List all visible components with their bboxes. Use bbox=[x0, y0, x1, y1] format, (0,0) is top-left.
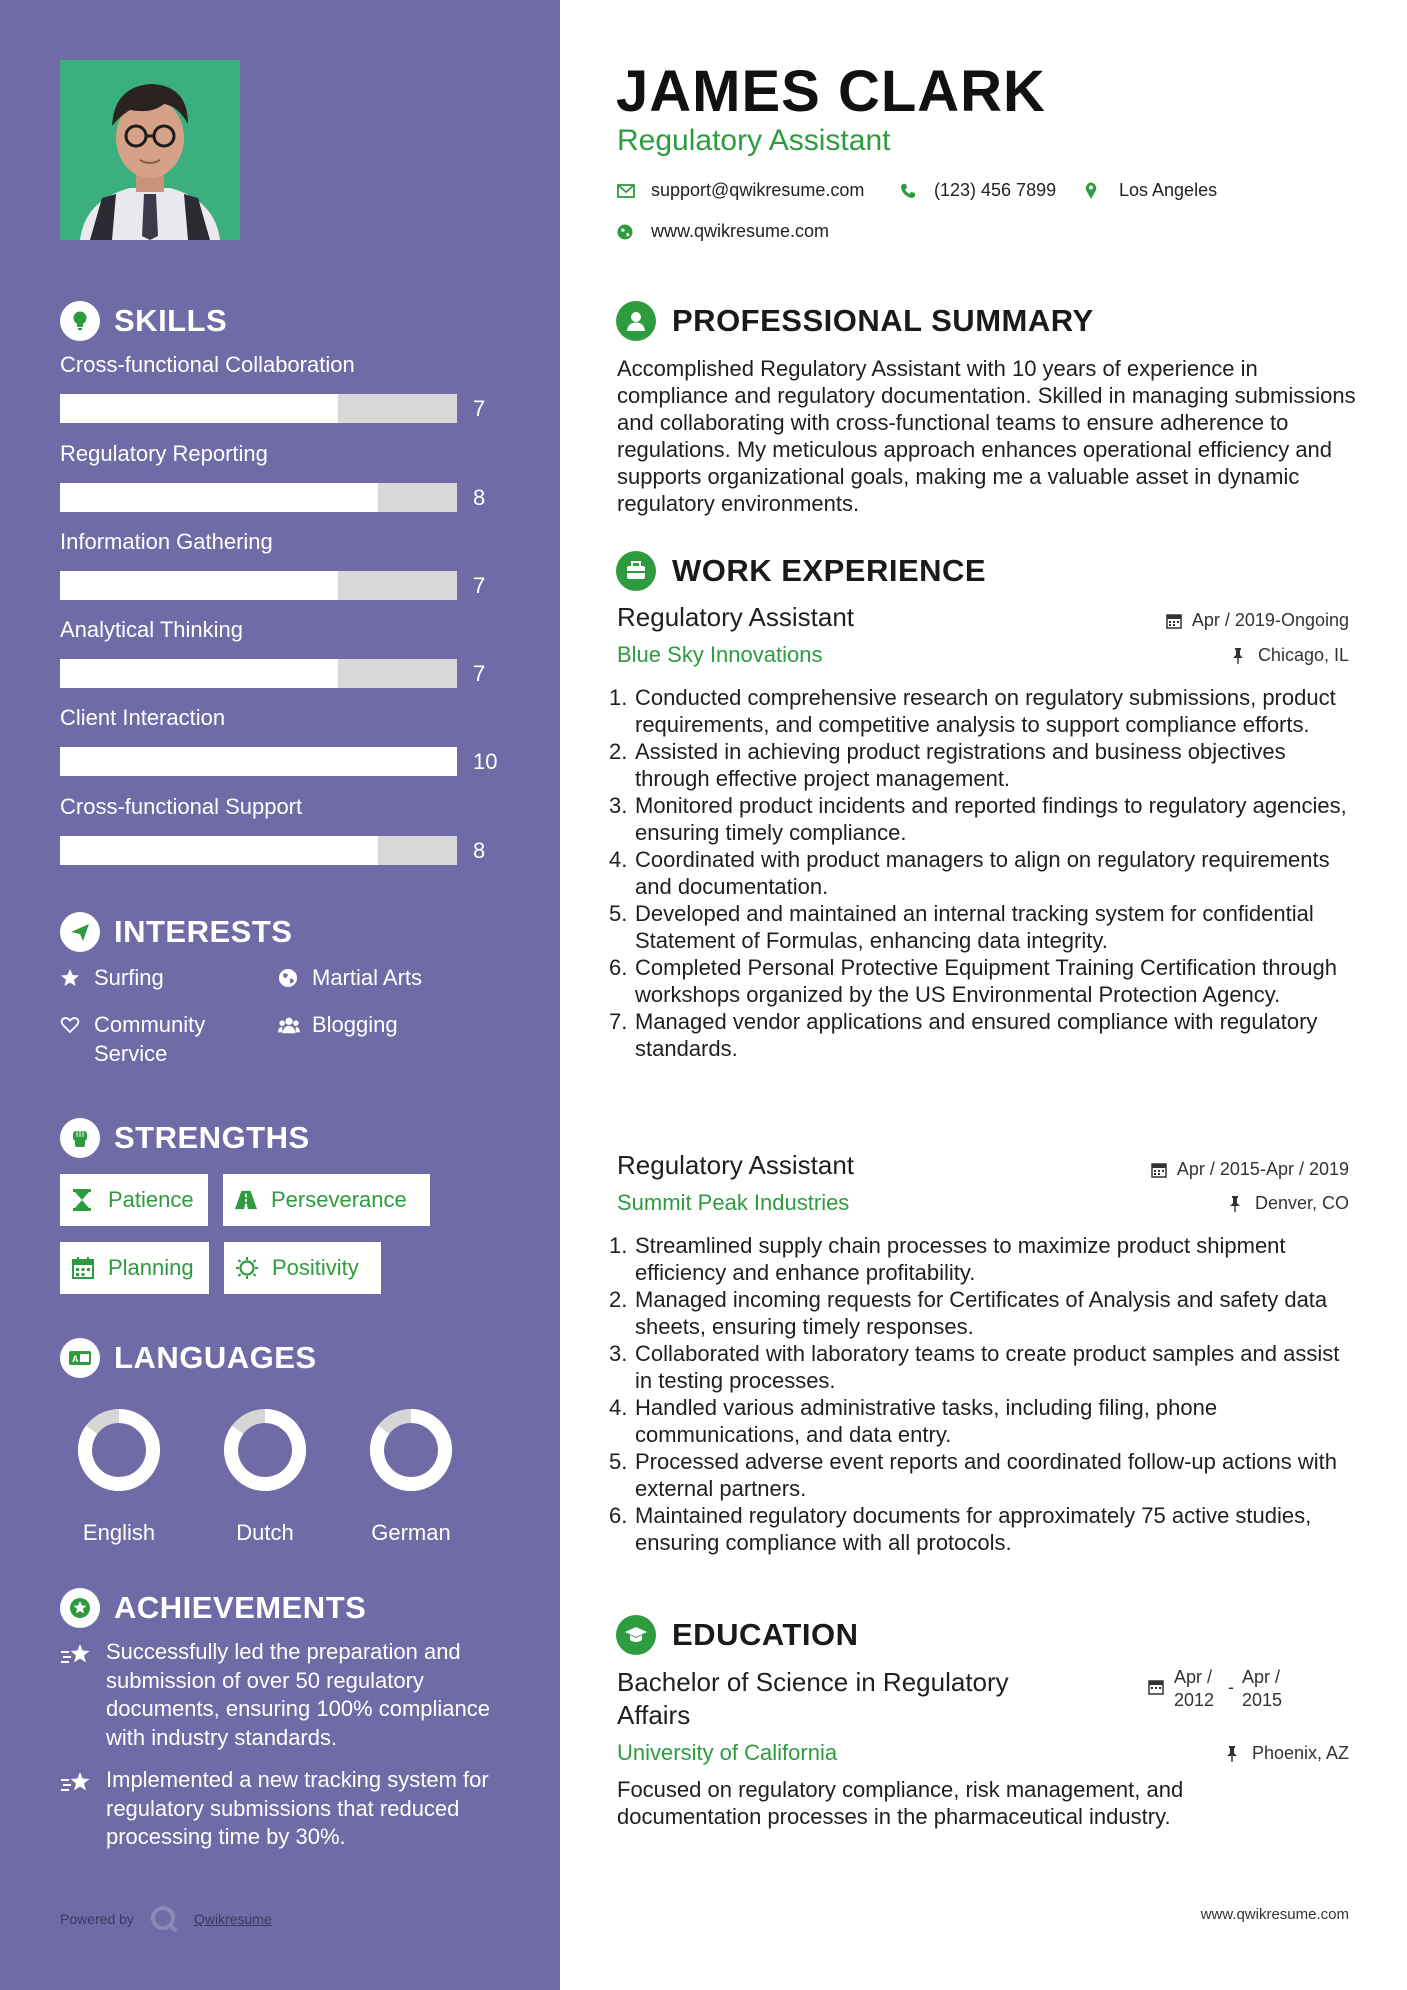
shooting-star-icon bbox=[60, 1638, 92, 1752]
job-location bbox=[1232, 645, 1349, 666]
email-text: support@qwikresume.com bbox=[651, 180, 865, 200]
job-dates bbox=[1151, 1159, 1349, 1180]
skill-value: 8 bbox=[473, 484, 486, 510]
lightbulb-icon bbox=[60, 301, 100, 341]
language-item bbox=[59, 1404, 179, 1546]
globe-icon bbox=[278, 963, 300, 992]
skill-name: Information Gathering bbox=[60, 529, 273, 554]
skill-bar bbox=[60, 836, 457, 865]
language-item bbox=[351, 1404, 471, 1546]
skill-bar bbox=[60, 571, 457, 600]
education-location-text: Phoenix, AZ bbox=[1251, 1743, 1349, 1763]
responsibility-item: Streamlined supply chain processes to maximize product shipment efficiency and enhance profitability. bbox=[635, 1233, 1286, 1285]
star-icon bbox=[60, 963, 82, 992]
language-name: German bbox=[371, 1520, 451, 1545]
skill-name: Analytical Thinking bbox=[60, 617, 244, 642]
shooting-star-icon bbox=[60, 1766, 92, 1852]
sun-icon bbox=[236, 1257, 258, 1279]
achievement-text: Implemented a new tracking system for regulatory submissions that reduced processing time by 30%. bbox=[106, 1767, 489, 1849]
strength-tag bbox=[60, 1174, 208, 1226]
languages-title: LANGUAGES bbox=[114, 1340, 317, 1375]
strength-label: Positivity bbox=[272, 1255, 359, 1280]
skill-item bbox=[60, 441, 500, 512]
paper-plane-icon bbox=[60, 912, 100, 952]
powered-by bbox=[60, 1905, 272, 1933]
job-title: Regulatory Assistant bbox=[617, 602, 855, 632]
interest-item bbox=[60, 1010, 240, 1068]
experience-title: WORK EXPERIENCE bbox=[672, 553, 987, 588]
skill-item bbox=[60, 352, 500, 423]
education-heading bbox=[616, 1614, 858, 1656]
heart-outline-icon bbox=[60, 1010, 82, 1039]
achievement-text: Successfully led the preparation and submission of over 50 regulatory documents, ensuring 100% compliance with industry standards. bbox=[106, 1639, 491, 1750]
date-separator: - bbox=[1228, 1677, 1234, 1697]
skill-bar-fill bbox=[60, 394, 338, 423]
qwikresume-link[interactable]: Qwikresume bbox=[193, 1911, 272, 1927]
job-responsibilities bbox=[609, 684, 1357, 1062]
interest-item bbox=[278, 1010, 398, 1039]
fist-icon bbox=[60, 1118, 100, 1158]
school-name: University of California bbox=[617, 1740, 838, 1765]
strength-label: Patience bbox=[108, 1187, 194, 1212]
phone-icon bbox=[900, 181, 920, 201]
achievements-heading bbox=[60, 1588, 366, 1628]
skills-heading bbox=[60, 301, 227, 341]
location-text: Los Angeles bbox=[1119, 180, 1218, 200]
badge-star-icon bbox=[60, 1588, 100, 1628]
achievement-item bbox=[60, 1766, 500, 1852]
skill-bar-fill bbox=[60, 836, 378, 865]
briefcase-icon bbox=[616, 551, 656, 591]
languages-heading bbox=[60, 1338, 317, 1378]
education-start: Apr / 2012 bbox=[1174, 1667, 1215, 1710]
skill-item bbox=[60, 617, 500, 688]
phone-text: (123) 456 7899 bbox=[934, 180, 1057, 200]
education-location bbox=[1226, 1743, 1349, 1764]
website-text: www.qwikresume.com bbox=[651, 221, 830, 241]
skill-bar-fill bbox=[60, 659, 338, 688]
language-icon bbox=[60, 1338, 100, 1378]
achievements-title: ACHIEVEMENTS bbox=[114, 1590, 367, 1625]
skill-bar bbox=[60, 659, 457, 688]
sidebar bbox=[0, 0, 560, 1990]
interest-label: Surfing bbox=[94, 965, 164, 990]
responsibility-item: Processed adverse event reports and coordinated follow-up actions with external partners. bbox=[635, 1449, 1337, 1501]
language-level-ring bbox=[219, 1404, 311, 1496]
responsibility-item: Conducted comprehensive research on regulatory submissions, product requirements, and competitive analysis to support compliance efforts. bbox=[635, 685, 1336, 737]
language-name: Dutch bbox=[236, 1520, 294, 1545]
language-name: English bbox=[82, 1520, 156, 1545]
language-level-ring bbox=[73, 1404, 165, 1496]
powered-by-label: Powered by bbox=[60, 1911, 134, 1927]
footer-url[interactable]: www.qwikresume.com bbox=[1200, 1906, 1349, 1923]
interest-item bbox=[60, 963, 164, 992]
pushpin-icon bbox=[1226, 1745, 1244, 1763]
calendar-icon bbox=[1166, 612, 1184, 630]
strengths-heading bbox=[60, 1118, 310, 1158]
job-location-text: Chicago, IL bbox=[1257, 645, 1349, 665]
job-dates-text: Apr / 2015-Apr / 2019 bbox=[1176, 1159, 1349, 1179]
graduation-cap-icon bbox=[616, 1615, 656, 1655]
contact-website[interactable] bbox=[617, 221, 829, 242]
job-dates bbox=[1166, 610, 1349, 631]
road-icon bbox=[235, 1189, 257, 1211]
calendar-icon bbox=[1148, 1666, 1166, 1712]
profile-photo bbox=[60, 60, 240, 240]
skill-bar bbox=[60, 394, 457, 423]
job-location bbox=[1229, 1193, 1349, 1214]
company-name: Summit Peak Industries bbox=[617, 1190, 850, 1215]
responsibility-item: Maintained regulatory documents for approximately 75 active studies, ensuring compliance with all protocols. bbox=[635, 1503, 1312, 1555]
interest-label: Community Service bbox=[94, 1012, 206, 1066]
job-title: Regulatory Assistant bbox=[617, 1150, 855, 1180]
language-level-ring bbox=[365, 1404, 457, 1496]
strength-label: Perseverance bbox=[271, 1187, 407, 1212]
achievement-item bbox=[60, 1638, 500, 1752]
skill-name: Cross-functional Collaboration bbox=[60, 352, 355, 377]
skill-value: 8 bbox=[473, 837, 486, 863]
skill-bar-fill bbox=[60, 571, 338, 600]
summary-heading bbox=[616, 300, 1094, 342]
skill-name: Cross-functional Support bbox=[60, 794, 303, 819]
degree-title: Bachelor of Science in Regulatory Affairs bbox=[617, 1667, 1009, 1730]
map-pin-icon bbox=[1085, 181, 1105, 201]
strength-tag bbox=[223, 1174, 430, 1226]
globe-icon bbox=[617, 222, 637, 242]
skill-item bbox=[60, 529, 500, 600]
svg-text:A: A bbox=[72, 1354, 79, 1364]
responsibility-item: Managed vendor applications and ensured compliance with regulatory standards. bbox=[635, 1009, 1318, 1061]
summary-title: PROFESSIONAL SUMMARY bbox=[672, 303, 1094, 338]
responsibility-item: Collaborated with laboratory teams to create product samples and assist in testing processes. bbox=[635, 1341, 1340, 1393]
users-icon bbox=[278, 1010, 300, 1039]
company-name: Blue Sky Innovations bbox=[617, 642, 823, 667]
summary-text: Accomplished Regulatory Assistant with 10 years of experience in compliance and regulatory documentation. Skilled in managing submissions and collaborating with cross-functional teams to ensure adherence to regulations. My meticulous approach enhances operational efficiency and supports organizational goals, making me a valuable asset in dynamic regulatory environments. bbox=[617, 356, 1356, 516]
responsibility-item: Handled various administrative tasks, including filing, phone communications, and data entry. bbox=[635, 1395, 1218, 1447]
interest-label: Blogging bbox=[312, 1012, 398, 1037]
responsibility-item: Assisted in achieving product registrations and business objectives through effective project management. bbox=[635, 739, 1286, 791]
qwikresume-logo-icon bbox=[150, 1905, 178, 1933]
interest-item bbox=[278, 963, 422, 992]
skill-value: 10 bbox=[473, 748, 498, 774]
responsibility-item: Coordinated with product managers to align on regulatory requirements and documentation. bbox=[635, 847, 1330, 899]
education-end: Apr / 2015 bbox=[1242, 1667, 1283, 1710]
responsibility-item: Developed and maintained an internal tracking system for confidential Statement of Formulas, enhancing data integrity. bbox=[635, 901, 1314, 953]
responsibility-item: Managed incoming requests for Certificates of Analysis and safety data sheets, ensuring timely responses. bbox=[635, 1287, 1328, 1339]
skill-bar-fill bbox=[60, 483, 378, 512]
strength-tag bbox=[60, 1242, 209, 1294]
education-dates bbox=[1148, 1666, 1288, 1712]
skill-name: Regulatory Reporting bbox=[60, 441, 268, 466]
responsibility-item: Monitored product incidents and reported findings to regulatory agencies, ensuring timely compliance. bbox=[635, 793, 1347, 845]
skill-item bbox=[60, 794, 500, 865]
interest-label: Martial Arts bbox=[312, 965, 423, 990]
candidate-title: Regulatory Assistant bbox=[617, 124, 891, 157]
job-dates-text: Apr / 2019-Ongoing bbox=[1191, 610, 1349, 630]
skill-value: 7 bbox=[473, 572, 486, 598]
skill-bar-fill bbox=[60, 747, 457, 776]
candidate-name: JAMES CLARK bbox=[616, 59, 1046, 124]
education-title: EDUCATION bbox=[672, 1617, 859, 1652]
calendar-icon bbox=[1151, 1161, 1169, 1179]
skill-value: 7 bbox=[473, 395, 486, 421]
language-item bbox=[205, 1404, 325, 1546]
job-responsibilities bbox=[609, 1232, 1357, 1556]
strengths-title: STRENGTHS bbox=[114, 1120, 310, 1155]
contact-location bbox=[1085, 180, 1217, 201]
contact-email[interactable] bbox=[617, 180, 864, 201]
hourglass-icon bbox=[72, 1189, 94, 1211]
strength-label: Planning bbox=[108, 1255, 194, 1280]
envelope-icon bbox=[617, 181, 637, 201]
education-description: Focused on regulatory compliance, risk management, and documentation processes in the pharmaceutical industry. bbox=[617, 1777, 1184, 1829]
user-icon bbox=[616, 301, 656, 341]
interests-heading bbox=[60, 912, 292, 952]
strength-tag bbox=[224, 1242, 381, 1294]
pushpin-icon bbox=[1229, 1195, 1247, 1213]
calendar-icon bbox=[72, 1257, 94, 1279]
experience-heading bbox=[616, 550, 986, 592]
skill-name: Client Interaction bbox=[60, 705, 226, 730]
contact-phone[interactable] bbox=[900, 180, 1056, 201]
skills-title: SKILLS bbox=[114, 303, 228, 338]
skill-bar bbox=[60, 483, 457, 512]
responsibility-item: Completed Personal Protective Equipment Training Certification through workshops organized by the US Environmental Protection Agency. bbox=[635, 955, 1337, 1007]
interests-title: INTERESTS bbox=[114, 914, 293, 949]
pushpin-icon bbox=[1232, 647, 1250, 665]
job-location-text: Denver, CO bbox=[1254, 1193, 1349, 1213]
skill-value: 7 bbox=[473, 660, 486, 686]
skill-item bbox=[60, 705, 500, 776]
skill-bar bbox=[60, 747, 457, 776]
